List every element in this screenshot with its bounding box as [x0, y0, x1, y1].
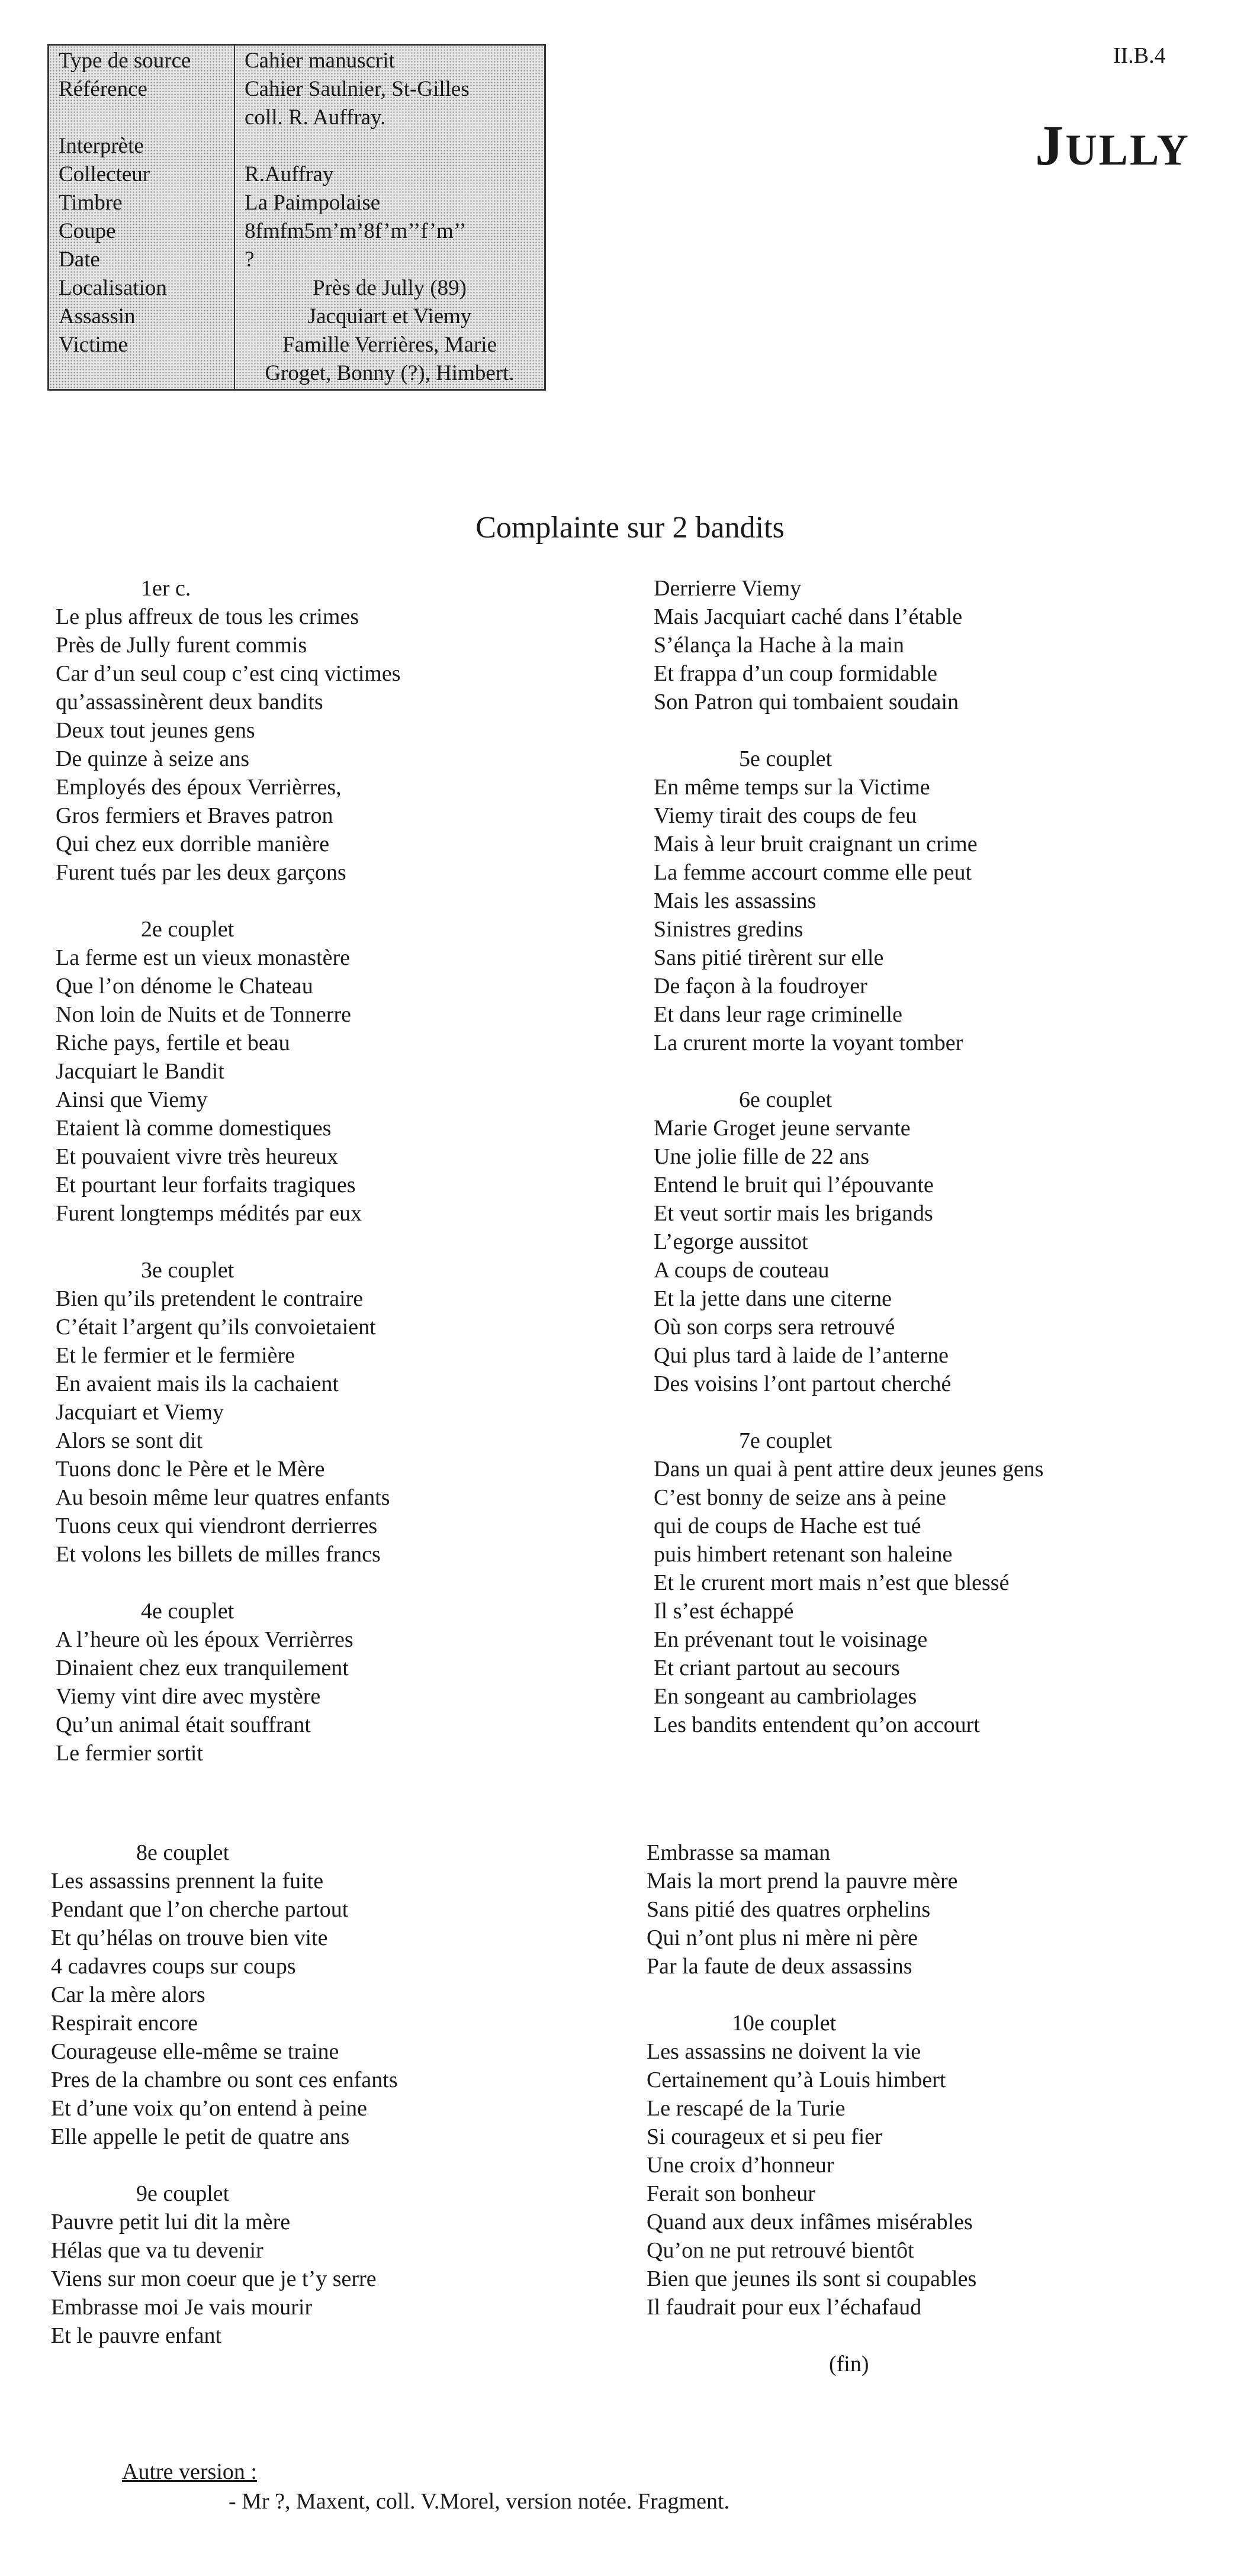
metadata-value: coll. R. Auffray. [245, 105, 386, 130]
verse-line: Une jolie fille de 22 ans [654, 1144, 870, 1169]
verse-line: Qu’un animal était souffrant [56, 1712, 311, 1737]
verse-line: Des voisins l’ont partout cherché [654, 1371, 952, 1396]
verse-line: Etaient là comme domestiques [56, 1116, 332, 1141]
verse-line: Furent longtemps médités par eux [56, 1201, 362, 1226]
metadata-label: Interprète [59, 134, 144, 158]
verse-line: De façon à la foudroyer [654, 974, 867, 999]
verse-line: Respirait encore [51, 2011, 198, 2036]
verse-line: Et le fermier et le fermière [56, 1343, 295, 1368]
verse-line: Car la mère alors [51, 1982, 205, 2007]
verse-line: La ferme est un vieux monastère [56, 945, 350, 970]
verse-line: Et pouvaient vivre très heureux [56, 1144, 338, 1169]
verse-line: Et le crurent mort mais n’est que blessé [654, 1570, 1010, 1595]
verse-line: Certainement qu’à Louis himbert [647, 2068, 946, 2092]
verse-line: Qui n’ont plus ni mère ni père [647, 1925, 918, 1950]
place-title-rest: ULLY [1065, 126, 1190, 175]
verse-line: Sans pitié des quatres orphelins [647, 1897, 931, 1922]
verse-line: Employés des époux Verrièrres, [56, 775, 342, 800]
verse-line: Pendant que l’on cherche partout [51, 1897, 349, 1922]
other-version-label: Autre version : [122, 2459, 257, 2484]
verse-line: Furent tués par les deux garçons [56, 860, 346, 885]
verse-line: Jacquiart le Bandit [56, 1059, 224, 1084]
verse-line: Où son corps sera retrouvé [654, 1315, 895, 1339]
verse-line: Son Patron qui tombaient soudain [654, 690, 959, 714]
verse-line: qui de coups de Hache est tué [654, 1514, 921, 1538]
verse-line: Et qu’hélas on trouve bien vite [51, 1925, 328, 1950]
metadata-value: 8fmfm5m’m’8f’m’’f’m’’ [245, 219, 467, 243]
verse-line: En avaient mais ils la cachaient [56, 1371, 339, 1396]
verse-line: Et pourtant leur forfaits tragiques [56, 1173, 356, 1197]
metadata-value-line [49, 359, 544, 388]
place-title-initial: J [1035, 114, 1066, 177]
verse-line: Et la jette dans une citerne [654, 1286, 892, 1311]
verse-line: Mais à leur bruit craignant un crime [654, 832, 978, 856]
verse-line: Le rescapé de la Turie [647, 2096, 846, 2121]
metadata-value-line [49, 302, 544, 331]
verse-line: Tuons ceux qui viendront derrierres [56, 1514, 378, 1538]
verse-line: L’egorge aussitot [654, 1229, 808, 1254]
verse-line: Viemy tirait des coups de feu [654, 803, 917, 828]
song-title: Complainte sur 2 bandits [475, 511, 785, 545]
metadata-value-line [49, 331, 544, 359]
verse-line: Car d’un seul coup c’est cinq victimes [56, 661, 401, 686]
metadata-value: Cahier Saulnier, St-Gilles [245, 77, 470, 101]
verse-line: Entend le bruit qui l’épouvante [654, 1173, 934, 1197]
verse-line: De quinze à seize ans [56, 746, 250, 771]
metadata-label: Coupe [59, 219, 116, 243]
verse-line: Embrasse moi Je vais mourir [51, 2295, 313, 2320]
verse-heading: 1er c. [141, 576, 191, 601]
verse-line: La femme accourt comme elle peut [654, 860, 972, 885]
verse-line: Viens sur mon coeur que je t’y serre [51, 2266, 377, 2291]
metadata-value: ? [245, 247, 255, 272]
verse-line: puis himbert retenant son haleine [654, 1542, 953, 1567]
metadata-row [49, 132, 544, 160]
verse-line: Elle appelle le petit de quatre ans [51, 2124, 350, 2149]
verse-line: Le fermier sortit [56, 1741, 204, 1766]
metadata-label: Référence [59, 77, 147, 101]
metadata-value-line [49, 189, 544, 217]
verse-heading: 4e couplet [141, 1599, 234, 1624]
other-version-text: - Mr ?, Maxent, coll. V.Morel, version notée. Fragment. [229, 2489, 730, 2514]
verse-line: Deux tout jeunes gens [56, 718, 255, 743]
verse-line: S’élança la Hache à la main [654, 633, 905, 658]
metadata-value: R.Auffray [245, 162, 334, 186]
verse-heading: 10e couplet [732, 2011, 837, 2036]
verse-line: Qui chez eux dorrible manière [56, 832, 330, 856]
document-code: II.B.4 [1113, 43, 1166, 68]
metadata-value: Famille Verrières, Marie [282, 333, 497, 357]
metadata-value-line [49, 47, 544, 75]
verse-line: Qui plus tard à laide de l’anterne [654, 1343, 949, 1368]
metadata-value: Près de Jully (89) [313, 276, 467, 300]
verse-line: Jacquiart et Viemy [56, 1400, 224, 1425]
verse-line: Par la faute de deux assassins [647, 1954, 912, 1979]
metadata-label: Date [59, 247, 100, 272]
place-title [906, 112, 1190, 178]
verse-line: Sinistres gredins [654, 917, 803, 942]
verse-heading: 3e couplet [141, 1258, 234, 1283]
metadata-value-line [49, 104, 544, 132]
verse-line: C’était l’argent qu’ils convoietaient [56, 1315, 376, 1339]
verse-line: Riche pays, fertile et beau [56, 1031, 290, 1055]
verse-line: Dans un quai à pent attire deux jeunes gens [654, 1457, 1044, 1482]
verse-line: Il s’est échappé [654, 1599, 794, 1624]
metadata-value-line [49, 160, 544, 189]
verse-line: Mais les assassins [654, 888, 817, 913]
verse-line: Ainsi que Viemy [56, 1087, 208, 1112]
verse-line: Et dans leur rage criminelle [654, 1002, 902, 1027]
verse-line: Il faudrait pour eux l’échafaud [647, 2295, 922, 2320]
verse-line: Non loin de Nuits et de Tonnerre [56, 1002, 351, 1027]
verse-line: En prévenant tout le voisinage [654, 1627, 928, 1652]
verse-line: En songeant au cambriolages [654, 1684, 917, 1709]
verse-line: Et frappa d’un coup formidable [654, 661, 938, 686]
verse-line: Pauvre petit lui dit la mère [51, 2210, 291, 2234]
verse-line: Dinaient chez eux tranquilement [56, 1656, 349, 1680]
metadata-value-line [49, 246, 544, 274]
verse-line: Une croix d’honneur [647, 2153, 834, 2178]
verse-line: Ferait son bonheur [647, 2181, 815, 2206]
verse-line: Et d’une voix qu’on entend à peine [51, 2096, 367, 2121]
metadata-value-line [49, 217, 544, 246]
metadata-label: Type de source [59, 49, 191, 73]
verse-line: Les bandits entendent qu’on accourt [654, 1712, 980, 1737]
end-marker: (fin) [829, 2352, 869, 2377]
metadata-label: Victime [59, 333, 128, 357]
verse-line: Mais la mort prend la pauvre mère [647, 1869, 958, 1894]
verse-line: Hélas que va tu devenir [51, 2238, 263, 2263]
verse-line: Quand aux deux infâmes misérables [647, 2210, 973, 2234]
verse-line: Et le pauvre enfant [51, 2323, 222, 2348]
metadata-label: Assassin [59, 304, 136, 329]
verse-line: qu’assassinèrent deux bandits [56, 690, 323, 714]
verse-line: Mais Jacquiart caché dans l’étable [654, 604, 963, 629]
verse-line: A coups de couteau [654, 1258, 830, 1283]
verse-line: Que l’on dénome le Chateau [56, 974, 313, 999]
verse-line: Pres de la chambre ou sont ces enfants [51, 2068, 398, 2092]
metadata-label: Localisation [59, 276, 167, 300]
verse-line: Au besoin même leur quatres enfants [56, 1485, 390, 1510]
verse-line: Derrierre Viemy [654, 576, 802, 601]
verse-line: Le plus affreux de tous les crimes [56, 604, 359, 629]
verse-line: Et criant partout au secours [654, 1656, 900, 1680]
verse-line: Embrasse sa maman [647, 1840, 831, 1865]
verse-line: Tuons donc le Père et le Mère [56, 1457, 325, 1482]
verse-line: Près de Jully furent commis [56, 633, 307, 658]
verse-heading: 5e couplet [739, 746, 832, 771]
verse-line: Marie Groget jeune servante [654, 1116, 911, 1141]
metadata-value: Groget, Bonny (?), Himbert. [265, 361, 515, 385]
verse-line: Les assassins ne doivent la vie [647, 2039, 921, 2064]
verse-line: Et veut sortir mais les brigands [654, 1201, 933, 1226]
verse-line: Qu’on ne put retrouvé bientôt [647, 2238, 914, 2263]
verse-line: 4 cadavres coups sur coups [51, 1954, 296, 1979]
verse-line: Bien que jeunes ils sont si coupables [647, 2266, 977, 2291]
metadata-value-line [49, 75, 544, 104]
verse-line: Bien qu’ils pretendent le contraire [56, 1286, 364, 1311]
verse-line: En même temps sur la Victime [654, 775, 930, 800]
verse-line: A l’heure où les époux Verrièrres [56, 1627, 353, 1652]
verse-line: Les assassins prennent la fuite [51, 1869, 324, 1894]
verse-heading: 2e couplet [141, 917, 234, 942]
verse-heading: 7e couplet [739, 1428, 832, 1453]
verse-line: C’est bonny de seize ans à peine [654, 1485, 946, 1510]
metadata-label: Timbre [59, 191, 123, 215]
verse-line: Et volons les billets de milles francs [56, 1542, 381, 1567]
verse-line: Gros fermiers et Braves patron [56, 803, 333, 828]
metadata-value: La Paimpolaise [245, 191, 381, 215]
verse-line: Sans pitié tirèrent sur elle [654, 945, 884, 970]
verse-line: Viemy vint dire avec mystère [56, 1684, 321, 1709]
verse-heading: 8e couplet [136, 1840, 230, 1865]
verse-line: La crurent morte la voyant tomber [654, 1031, 963, 1055]
metadata-label: Collecteur [59, 162, 150, 186]
verse-heading: 9e couplet [136, 2181, 230, 2206]
metadata-value: Jacquiart et Viemy [307, 304, 472, 329]
source-metadata-table [47, 44, 546, 391]
verse-line: Si courageux et si peu fier [647, 2124, 882, 2149]
verse-line: Courageuse elle-même se traine [51, 2039, 339, 2064]
metadata-value: Cahier manuscrit [245, 49, 395, 73]
metadata-value-line [49, 274, 544, 302]
verse-line: Alors se sont dit [56, 1428, 203, 1453]
verse-heading: 6e couplet [739, 1087, 832, 1112]
